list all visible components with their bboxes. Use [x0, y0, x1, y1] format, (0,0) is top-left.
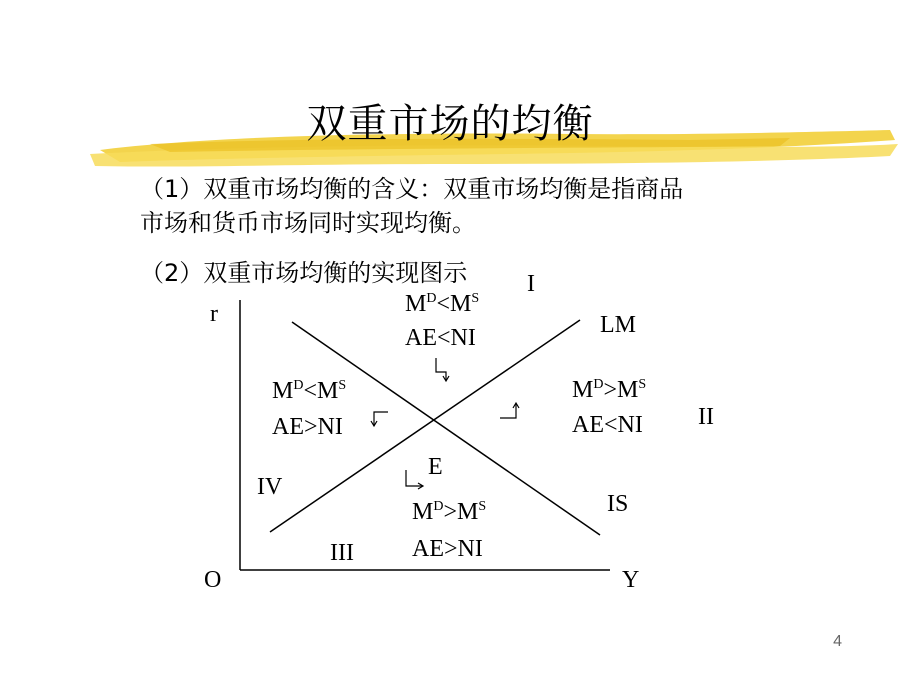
point-1-line-1: （1）双重市场均衡的含义：双重市场均衡是指商品 [140, 175, 684, 203]
y-axis-label: r [210, 301, 218, 327]
page-number: 4 [833, 633, 842, 650]
point-2: （2）双重市场均衡的实现图示 [140, 259, 468, 287]
arrow-region-iv [371, 412, 388, 426]
arrow-region-ii [500, 403, 519, 418]
region-ii-goods: AE<NI [572, 412, 643, 438]
region-iv-numeral: IV [257, 474, 283, 500]
region-i-numeral: I [527, 271, 535, 297]
region-i-goods: AE<NI [405, 325, 476, 351]
is-label: IS [607, 491, 629, 517]
region-iii-money: $M^D>M^S$ [412, 499, 487, 525]
x-axis-label: Y [622, 567, 640, 593]
arrow-region-i [436, 358, 449, 381]
region-iii-goods: AE>NI [412, 536, 483, 562]
slide-title: 双重市场的均衡 [306, 101, 594, 147]
region-i-money: $M^D<M^S$ [405, 291, 480, 317]
lm-label: LM [600, 312, 636, 338]
region-ii-numeral: II [698, 404, 714, 430]
arrow-region-iii [406, 470, 423, 489]
region-iv-goods: AE>NI [272, 414, 343, 440]
origin-label: O [204, 567, 222, 593]
equilibrium-label: E [428, 454, 443, 480]
region-iv-money: $M^D<M^S$ [272, 378, 347, 404]
region-ii-money: $M^D>M^S$ [572, 377, 647, 403]
region-iii-numeral: III [330, 540, 354, 566]
point-1-line-2: 市场和货币市场同时实现均衡。 [140, 209, 476, 237]
